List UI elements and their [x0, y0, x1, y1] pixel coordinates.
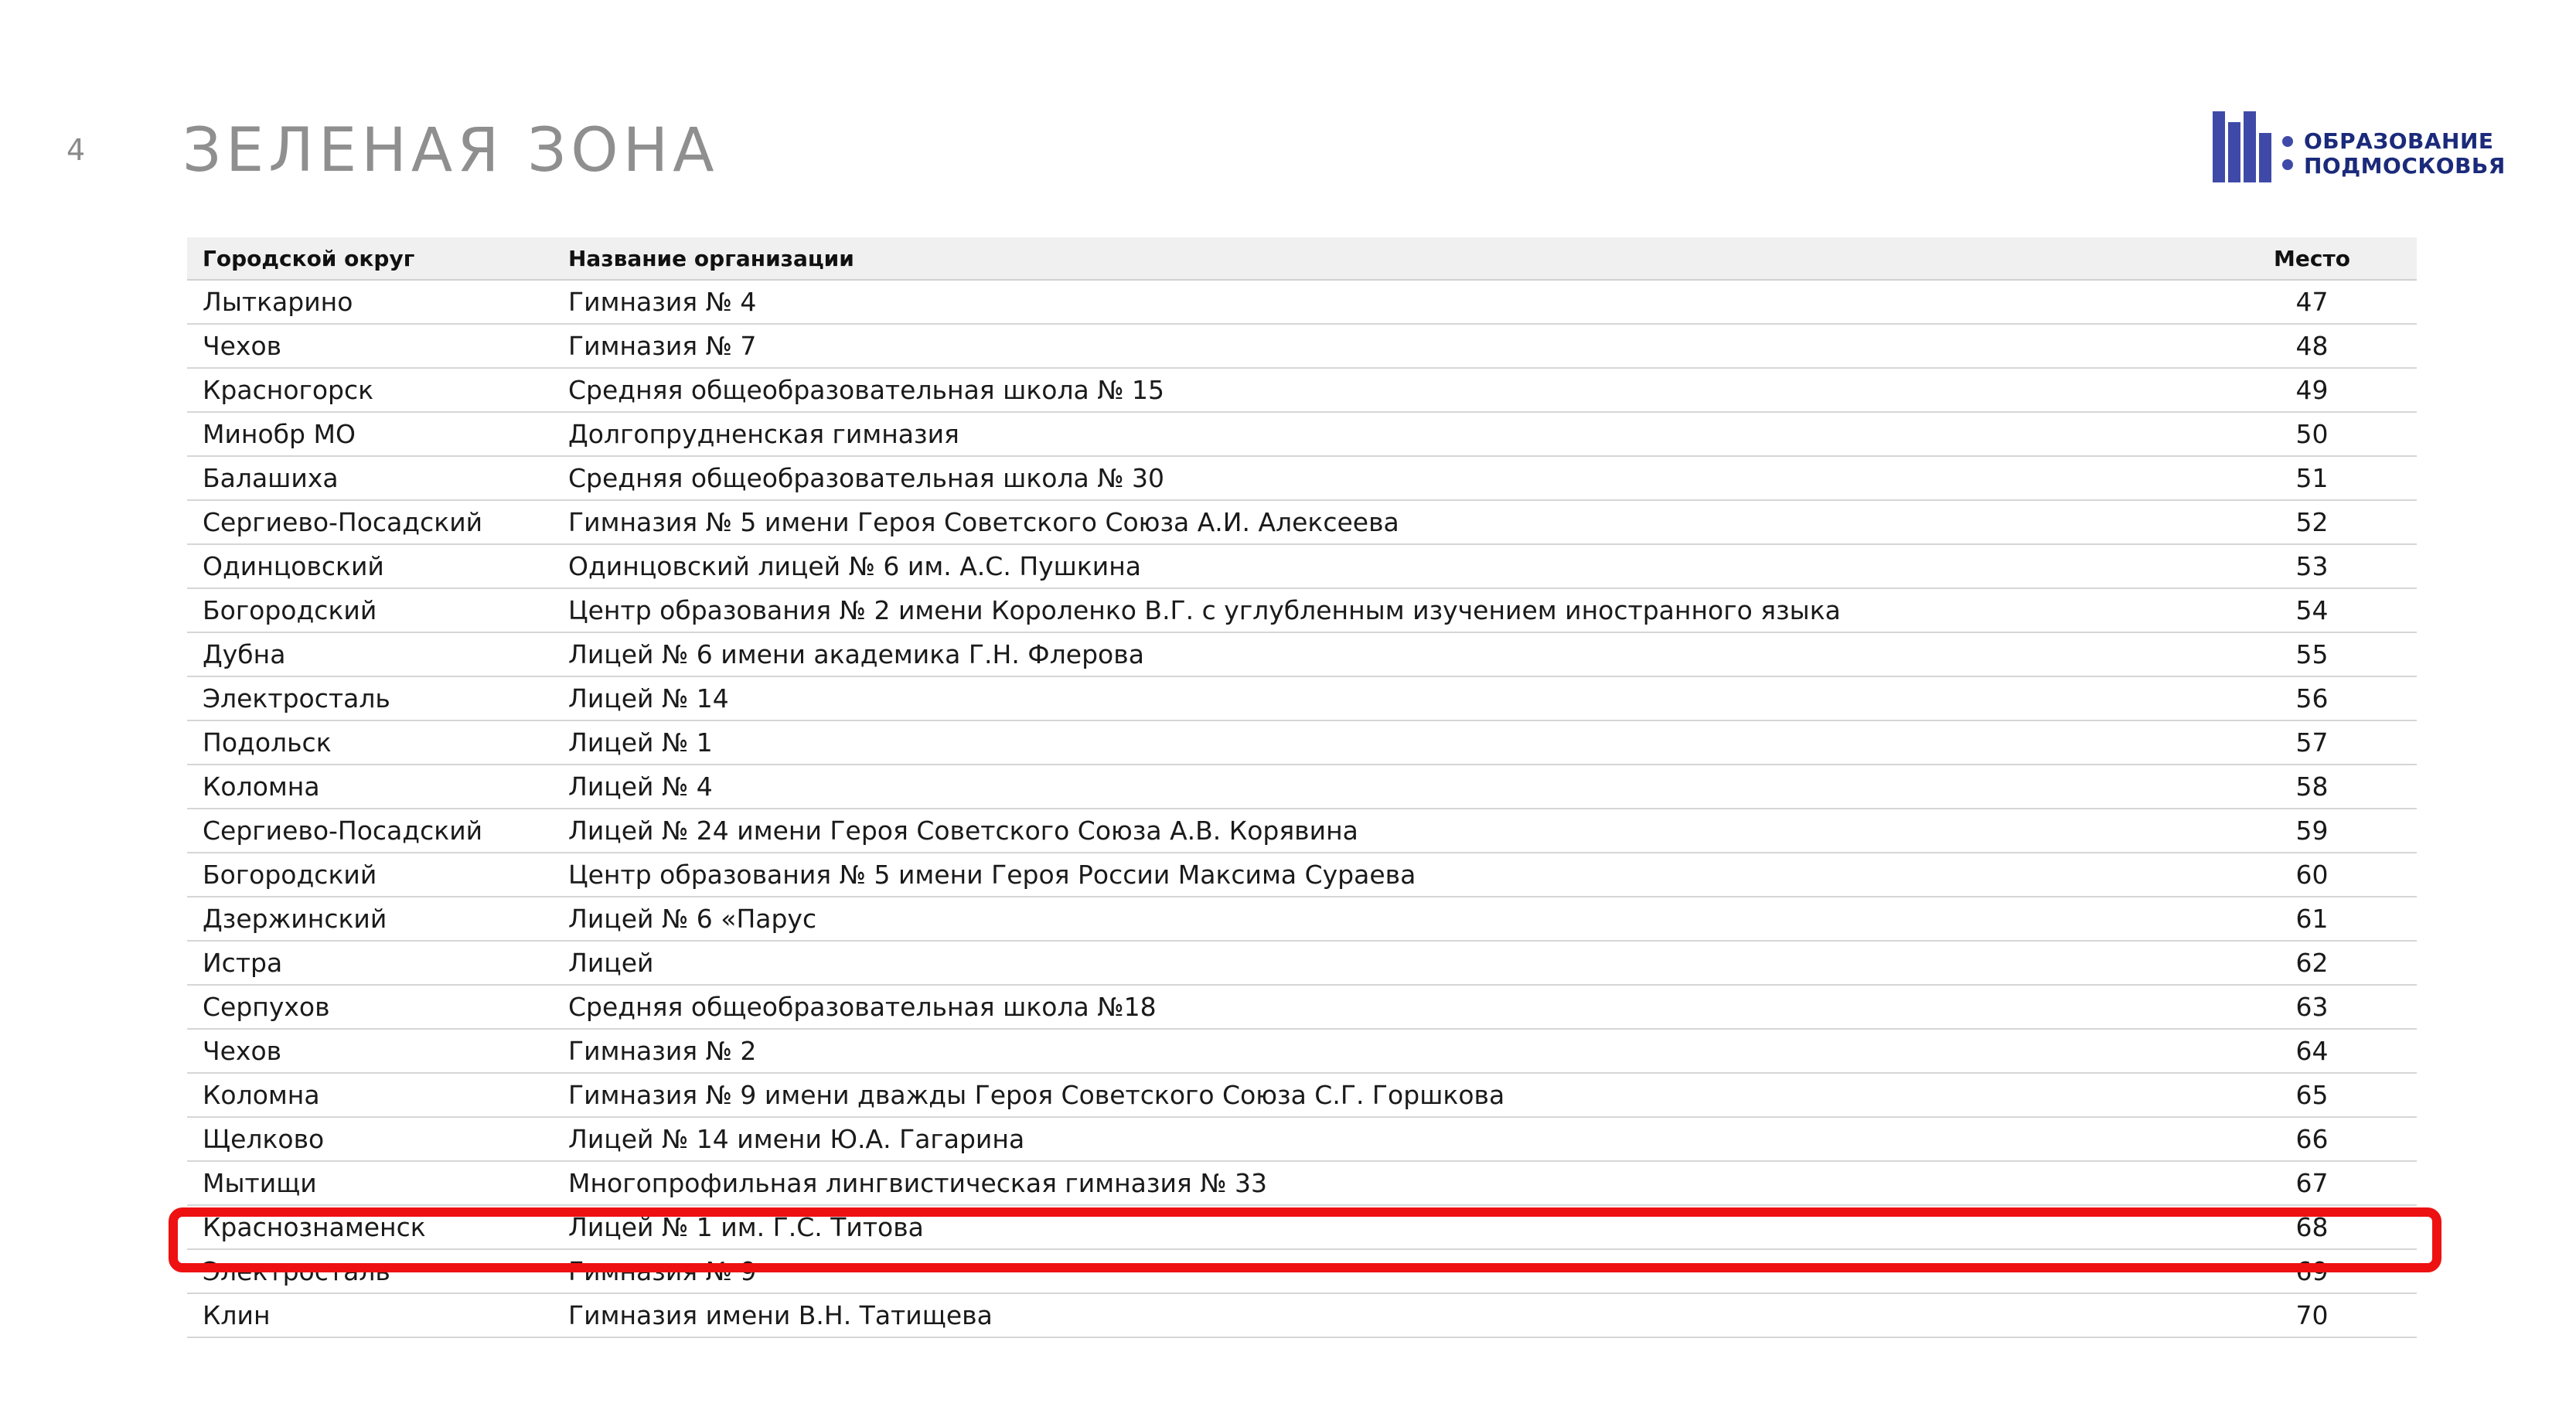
- table-row: [187, 897, 2417, 941]
- cell-organization: Средняя общеобразовательная школа № 30: [553, 456, 2207, 500]
- cell-place: 62: [2207, 941, 2417, 985]
- cell-organization: Лицей № 6 имени академика Г.Н. Флерова: [553, 632, 2207, 676]
- cell-organization: Средняя общеобразовательная школа № 15: [553, 368, 2207, 412]
- cell-organization: Лицей № 24 имени Героя Советского Союза А.В. Корявина: [553, 809, 2207, 853]
- cell-district: Клин: [187, 1293, 553, 1337]
- cell-place: 57: [2207, 720, 2417, 765]
- cell-place: 65: [2207, 1073, 2417, 1117]
- table-row: [187, 1029, 2417, 1073]
- table-row: [187, 500, 2417, 544]
- logo-bars-icon: [2213, 111, 2287, 182]
- table-row: [187, 1249, 2417, 1293]
- cell-district: Чехов: [187, 1029, 553, 1073]
- table-row: [187, 632, 2417, 676]
- cell-place: 50: [2207, 412, 2417, 456]
- logo: [2213, 111, 2506, 182]
- cell-district: Серпухов: [187, 985, 553, 1029]
- cell-organization: Центр образования № 5 имени Героя России Максима Сураева: [553, 853, 2207, 897]
- cell-organization: Центр образования № 2 имени Короленко В.Г. с углубленным изучением иностранного языка: [553, 588, 2207, 632]
- table-header-row: [187, 237, 2417, 280]
- table-row: [187, 765, 2417, 809]
- cell-organization: Лицей № 6 «Парус: [553, 897, 2207, 941]
- cell-place: 51: [2207, 456, 2417, 500]
- cell-place: 53: [2207, 544, 2417, 588]
- table-row: [187, 720, 2417, 765]
- cell-organization: Гимназия № 4: [553, 280, 2207, 324]
- cell-place: 47: [2207, 280, 2417, 324]
- table-row: [187, 324, 2417, 368]
- ranking-table: [187, 237, 2417, 1338]
- cell-place: 59: [2207, 809, 2417, 853]
- cell-district: Мытищи: [187, 1161, 553, 1205]
- table-row: [187, 853, 2417, 897]
- cell-district: Щелково: [187, 1117, 553, 1161]
- cell-district: Подольск: [187, 720, 553, 765]
- cell-place: 52: [2207, 500, 2417, 544]
- cell-organization: Лицей № 14 имени Ю.А. Гагарина: [553, 1117, 2207, 1161]
- cell-district: Минобр МО: [187, 412, 553, 456]
- table-row: [187, 544, 2417, 588]
- cell-district: Дзержинский: [187, 897, 553, 941]
- cell-place: 66: [2207, 1117, 2417, 1161]
- logo-dot-icon: [2282, 136, 2293, 147]
- cell-place: 61: [2207, 897, 2417, 941]
- cell-district: Электросталь: [187, 676, 553, 720]
- cell-district: Коломна: [187, 765, 553, 809]
- cell-organization: Гимназия № 5 имени Героя Советского Союза А.И. Алексеева: [553, 500, 2207, 544]
- cell-district: Истра: [187, 941, 553, 985]
- cell-district: Богородский: [187, 588, 553, 632]
- cell-district: Одинцовский: [187, 544, 553, 588]
- header-district: Городской округ: [187, 237, 553, 280]
- page-number: 4: [66, 133, 86, 167]
- table-row: [187, 1205, 2417, 1249]
- cell-organization: Одинцовский лицей № 6 им. А.С. Пушкина: [553, 544, 2207, 588]
- cell-district: Красногорск: [187, 368, 553, 412]
- cell-organization: Гимназия имени В.Н. Татищева: [553, 1293, 2207, 1337]
- cell-place: 48: [2207, 324, 2417, 368]
- cell-place: 58: [2207, 765, 2417, 809]
- cell-place: 67: [2207, 1161, 2417, 1205]
- logo-dot-icon: [2282, 159, 2293, 170]
- cell-organization: Гимназия № 9: [553, 1249, 2207, 1293]
- table-row: [187, 588, 2417, 632]
- cell-place: 49: [2207, 368, 2417, 412]
- table-row: [187, 412, 2417, 456]
- table-body: [187, 280, 2417, 1337]
- table-row: [187, 1073, 2417, 1117]
- logo-line-2: ПОДМОСКОВЬЯ: [2304, 153, 2506, 179]
- cell-district: Богородский: [187, 853, 553, 897]
- table-row: [187, 456, 2417, 500]
- cell-organization: Лицей № 4: [553, 765, 2207, 809]
- cell-organization: Лицей № 1: [553, 720, 2207, 765]
- cell-district: Сергиево-Посадский: [187, 809, 553, 853]
- logo-line-1: ОБРАЗОВАНИЕ: [2304, 128, 2494, 154]
- cell-organization: Лицей: [553, 941, 2207, 985]
- header-place: Место: [2207, 237, 2417, 280]
- header-organization: Название организации: [553, 237, 2207, 280]
- cell-district: Дубна: [187, 632, 553, 676]
- cell-district: Лыткарино: [187, 280, 553, 324]
- cell-district: Электросталь: [187, 1249, 553, 1293]
- cell-organization: Гимназия № 9 имени дважды Героя Советского Союза С.Г. Горшкова: [553, 1073, 2207, 1117]
- cell-organization: Средняя общеобразовательная школа №18: [553, 985, 2207, 1029]
- cell-organization: Гимназия № 7: [553, 324, 2207, 368]
- table-row: [187, 941, 2417, 985]
- cell-place: 60: [2207, 853, 2417, 897]
- table-row: [187, 1293, 2417, 1337]
- table-row: [187, 809, 2417, 853]
- cell-place: 69: [2207, 1249, 2417, 1293]
- cell-organization: Лицей № 1 им. Г.С. Титова: [553, 1205, 2207, 1249]
- cell-district: Сергиево-Посадский: [187, 500, 553, 544]
- cell-place: 68: [2207, 1205, 2417, 1249]
- cell-district: Краснознаменск: [187, 1205, 553, 1249]
- cell-place: 56: [2207, 676, 2417, 720]
- cell-organization: Многопрофильная лингвистическая гимназия № 33: [553, 1161, 2207, 1205]
- table-row: [187, 280, 2417, 324]
- table-row: [187, 368, 2417, 412]
- cell-organization: Лицей № 14: [553, 676, 2207, 720]
- table-row: [187, 1161, 2417, 1205]
- cell-place: 70: [2207, 1293, 2417, 1337]
- page-title: ЗЕЛЕНАЯ ЗОНА: [182, 116, 719, 186]
- cell-place: 54: [2207, 588, 2417, 632]
- cell-place: 64: [2207, 1029, 2417, 1073]
- cell-district: Коломна: [187, 1073, 553, 1117]
- table-row: [187, 676, 2417, 720]
- cell-district: Чехов: [187, 324, 553, 368]
- cell-organization: Гимназия № 2: [553, 1029, 2207, 1073]
- cell-district: Балашиха: [187, 456, 553, 500]
- cell-organization: Долгопрудненская гимназия: [553, 412, 2207, 456]
- ranking-table-container: [187, 237, 2417, 1338]
- table-row: [187, 1117, 2417, 1161]
- cell-place: 55: [2207, 632, 2417, 676]
- table-row: [187, 985, 2417, 1029]
- cell-place: 63: [2207, 985, 2417, 1029]
